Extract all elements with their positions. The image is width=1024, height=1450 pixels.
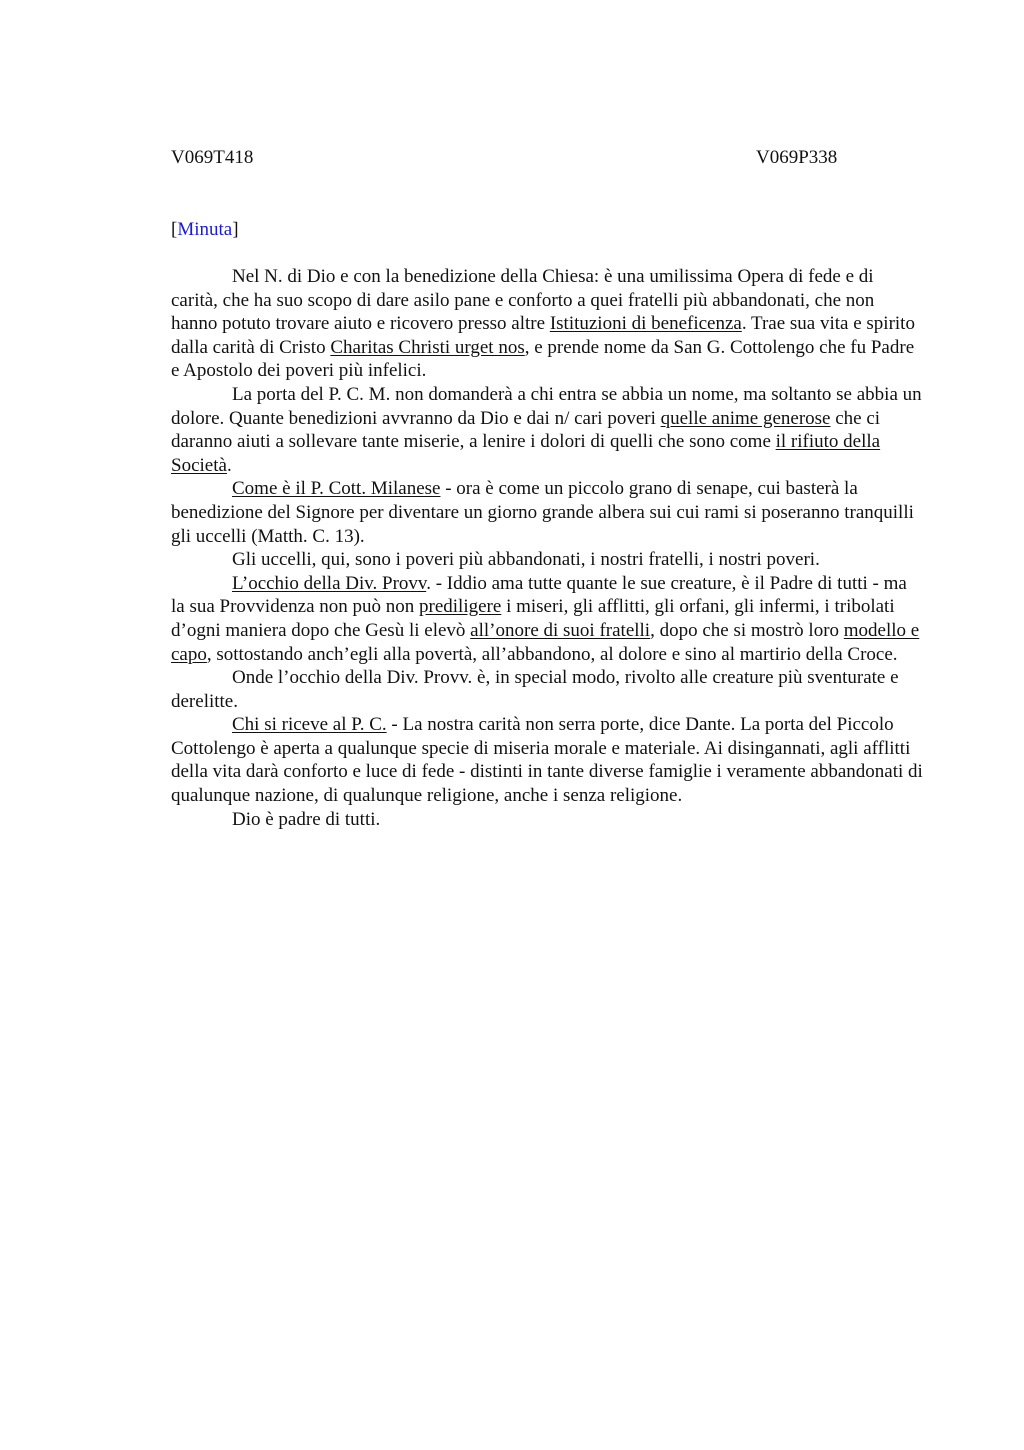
paragraph-4 xyxy=(171,548,923,572)
paragraph-8 xyxy=(171,808,923,832)
underlined-istituzioni: Istituzioni di beneficenza xyxy=(549,313,742,335)
underlined-anime-generose: quelle anime generose xyxy=(660,407,831,429)
paragraph-3 xyxy=(171,477,923,548)
paragraph-5-text-4: , sottostando anch’egli alla povertà, all’abbandono, al dolore e sino al martirio della Croce. xyxy=(206,643,898,665)
paragraph-7-text-1: - La nostra carità non serra porte, dice Dante. La porta del Piccolo Cottolengo è aperta a qualunque specie di miseria morale e materiale. Ai disingannati, agli afflitti della vita darà conforto e luce di fede - distinti in tante diverse famiglie i veramente abbandonati di qualunque nazione, di qualunque religione, anche i senza religione. xyxy=(171,714,923,807)
paragraph-1 xyxy=(171,265,923,383)
paragraph-6-text-1: Onde l’occhio della Div. Provv. è, in special modo, rivolto alle creature più sventurate e derelitte. xyxy=(171,667,899,712)
underlined-rifiuto-societa: il rifiuto della Società xyxy=(171,431,881,476)
document-code-right: V069P338 xyxy=(756,147,838,168)
paragraph-6 xyxy=(171,666,923,713)
paragraph-2-text-2: che ci daranno aiuti a sollevare tante miserie, a lenire i dolori di quelli che sono come xyxy=(171,407,881,453)
paragraph-5-text-3: , dopo che si mostrò loro xyxy=(650,619,844,641)
underlined-chi-si-riceve: Chi si riceve al P. C. xyxy=(232,714,387,736)
underlined-occhio-provv: L’occhio della Div. Provv xyxy=(232,572,427,594)
paragraph-7 xyxy=(171,713,923,807)
underlined-cott-milanese: Come è il P. Cott. Milanese xyxy=(232,478,441,500)
paragraph-1-text-3: , e prende nome da San G. Cottolengo che fu Padre e Apostolo dei poveri più infelici. xyxy=(171,336,915,382)
paragraph-8-text-1: Dio è padre di tutti. xyxy=(232,808,381,830)
paragraph-5 xyxy=(171,572,923,666)
paragraph-3-text-1: - ora è come un piccolo grano di senape, cui basterà la benedizione del Signore per diventare un giorno grande albera sui cui rami si poseranno tranquilli gli uccelli (Matth. C. 13). xyxy=(171,478,914,547)
paragraph-5-text-1: . - Iddio ama tutte quante le sue creature, è il Padre di tutti - ma la sua Provvidenza non può non xyxy=(171,572,907,618)
paragraph-5-text-2: i miseri, gli afflitti, gli orfani, gli infermi, i tribolati d’ogni maniera dopo che Gesù li elevò xyxy=(171,596,895,641)
paragraph-2-text-1: La porta del P. C. M. non domanderà a chi entra se abbia un nome, ma soltanto se abbia un dolore. Quante benedizioni avvranno da Dio e dai n/ cari poveri xyxy=(171,383,922,429)
paragraph-1-text-1: Nel N. di Dio e con la benedizione della Chiesa: è una umilissima Opera di fede e di carità, che ha suo scopo di dare asilo pane e conforto a quei fratelli più abbandonati, che non hanno potuto trovare aiuto e ricovero presso altre xyxy=(171,266,875,335)
minuta-label xyxy=(171,219,239,241)
underlined-charitas: Charitas Christi urget nos xyxy=(330,336,525,358)
minuta-close-bracket: ] xyxy=(232,219,239,240)
underlined-modello-capo: modello e capo xyxy=(171,619,920,665)
underlined-onore-fratelli: all’onore di suoi fratelli xyxy=(470,619,651,641)
underlined-prediligere: prediligere xyxy=(419,596,502,618)
paragraph-1-text-2: . Trae sua vita e spirito dalla carità di Cristo xyxy=(171,313,915,358)
minuta-link[interactable]: Minuta xyxy=(177,219,233,240)
paragraph-2 xyxy=(171,383,923,477)
minuta-open-bracket: [ xyxy=(171,219,178,240)
document-code-left: V069T418 xyxy=(171,147,254,168)
paragraph-4-text-1: Gli uccelli, qui, sono i poveri più abbandonati, i nostri fratelli, i nostri poveri. xyxy=(232,549,820,571)
paragraph-2-text-3: . xyxy=(226,454,232,476)
document-body xyxy=(171,265,923,831)
